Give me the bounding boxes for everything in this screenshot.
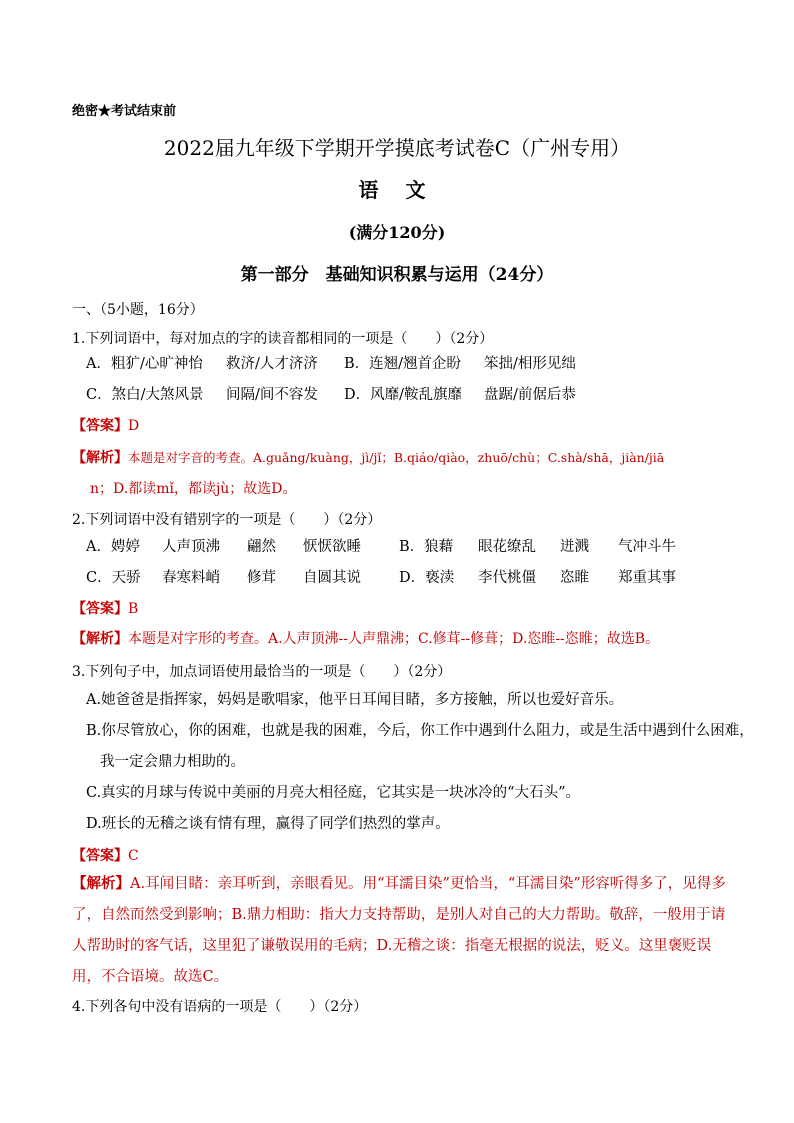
answer-value: D	[128, 418, 140, 434]
answer-value: B	[128, 601, 139, 617]
question-3-option-c: C.真实的月球与传说中美丽的月亮大相径庭，它其实是一块冰冷的“大石头”。	[86, 785, 581, 801]
question-1-answer	[72, 415, 139, 435]
question-1-option-a-1: A．粗犷/心旷神怡	[86, 356, 203, 372]
question-3-stem: 3.下列句子中，加点词语使用最恰当的一项是（ ）（2分）	[72, 664, 452, 680]
full-score: (满分120分)	[348, 223, 446, 242]
question-2-stem: 2.下列词语中没有错别字的一项是（ ）（2分）	[72, 512, 382, 528]
analysis-tag: 【解析】	[72, 875, 130, 892]
answer-value: C	[128, 848, 139, 864]
question-1-option-b-2: 笨拙/相形见绌	[484, 356, 576, 372]
answer-tag: 【答案】	[72, 418, 128, 434]
analysis-text: 本题是对字音的考查。A.guǎng/kuàng，jì/jǐ；B.qiáo/qiào，zhuō/chù；C.shà/shā，jiàn/jiā	[128, 450, 665, 465]
question-1-option-c-1: C．煞白/大煞风景	[86, 387, 204, 403]
answer-tag: 【答案】	[72, 601, 128, 617]
question-2-option-b-4: 气冲斗牛	[618, 539, 676, 555]
analysis-tag: 【解析】	[72, 450, 128, 466]
question-1-analysis	[72, 447, 664, 467]
question-3-option-d: D.班长的无稽之谈有情有理，赢得了同学们热烈的掌声。	[86, 816, 450, 832]
question-2-option-d-2: 李代桃僵	[478, 570, 536, 586]
question-4-stem: 4.下列各句中没有语病的一项是（ ）（2分）	[72, 999, 368, 1015]
section-heading: 一、（5小题，16分）	[72, 302, 204, 318]
analysis-text: A.耳闻目睹：亲耳听到，亲眼看见。用“耳濡目染”更恰当，“耳濡目染”形容听得多了，见得多了，自然而然受到影响；B.鼎力相助：指大力支持帮助，是别人对自己的大力帮助。敬辞，一般用于请人帮助时的客气话，这里犯了谦敬误用的毛病；D.无稽之谈：指毫无根据的说法，贬义。这里褒贬误用，不合语境。故选C。	[72, 876, 726, 985]
question-1-option-a-2: 救济/人才济济	[226, 356, 318, 372]
question-3-option-b-cont: 我一定会鼎力相助的。	[100, 754, 245, 770]
question-1-analysis-cont: n；D.都读mǐ，都读jù；故选D。	[90, 481, 297, 497]
question-2-option-b-3: 迸溅	[560, 539, 589, 555]
part-heading: 第一部分 基础知识积累与运用（24分）	[240, 265, 554, 285]
question-1-stem: 1.下列词语中，每对加点的字的读音都相同的一项是（ ）（2分）	[72, 331, 494, 347]
question-2-option-a-3: 翩然	[247, 539, 276, 555]
question-2-option-d-1: D．亵渎	[399, 570, 455, 586]
question-2-option-d-3: 恣睢	[560, 570, 589, 586]
question-2-option-c-2: 春寒料峭	[162, 570, 220, 586]
question-2-option-a-4: 恹恹欲睡	[303, 539, 361, 555]
question-2-option-a-2: 人声顶沸	[162, 539, 220, 555]
question-2-answer	[72, 598, 138, 618]
question-2-option-c-3: 修茸	[247, 570, 276, 586]
question-2-analysis	[72, 628, 659, 648]
question-2-option-c-1: C．天骄	[86, 570, 141, 586]
answer-tag: 【答案】	[72, 848, 128, 864]
question-2-option-b-2: 眼花缭乱	[478, 539, 536, 555]
question-3-analysis	[72, 868, 732, 993]
subject-title: 语 文	[358, 178, 436, 202]
question-1-option-b-1: B．连翘/翘首企盼	[344, 356, 462, 372]
analysis-tag: 【解析】	[72, 631, 128, 647]
question-2-option-b-1: B．狼藉	[399, 539, 454, 555]
question-2-option-a-1: A．娉婷	[86, 539, 140, 555]
question-1-option-d-2: 盘踞/前倨后恭	[484, 387, 576, 403]
question-1-option-d-1: D．风靡/鞍乱旗靡	[344, 387, 463, 403]
exam-title: 2022届九年级下学期开学摸底考试卷C（广州专用）	[163, 136, 631, 160]
question-2-option-c-4: 自圆其说	[303, 570, 361, 586]
question-3-answer	[72, 845, 139, 865]
analysis-text: 本题是对字形的考查。A.人声顶沸--人声鼎沸；C.修茸--修葺；D.恣睢--恣睢；故选B。	[128, 631, 660, 647]
question-2-option-d-4: 郑重其事	[618, 570, 676, 586]
question-1-option-c-2: 间隔/间不容发	[226, 387, 318, 403]
question-3-option-a: A.她爸爸是指挥家，妈妈是歌唱家，他平日耳闻目睹，多方接触，所以也爱好音乐。	[86, 692, 624, 708]
confidential-mark: 绝密★考试结束前	[72, 104, 177, 119]
question-3-option-b: B.你尽管放心，你的困难，也就是我的困难，今后，你工作中遇到什么阻力，或是生活中遇到什么困难，	[86, 723, 754, 739]
